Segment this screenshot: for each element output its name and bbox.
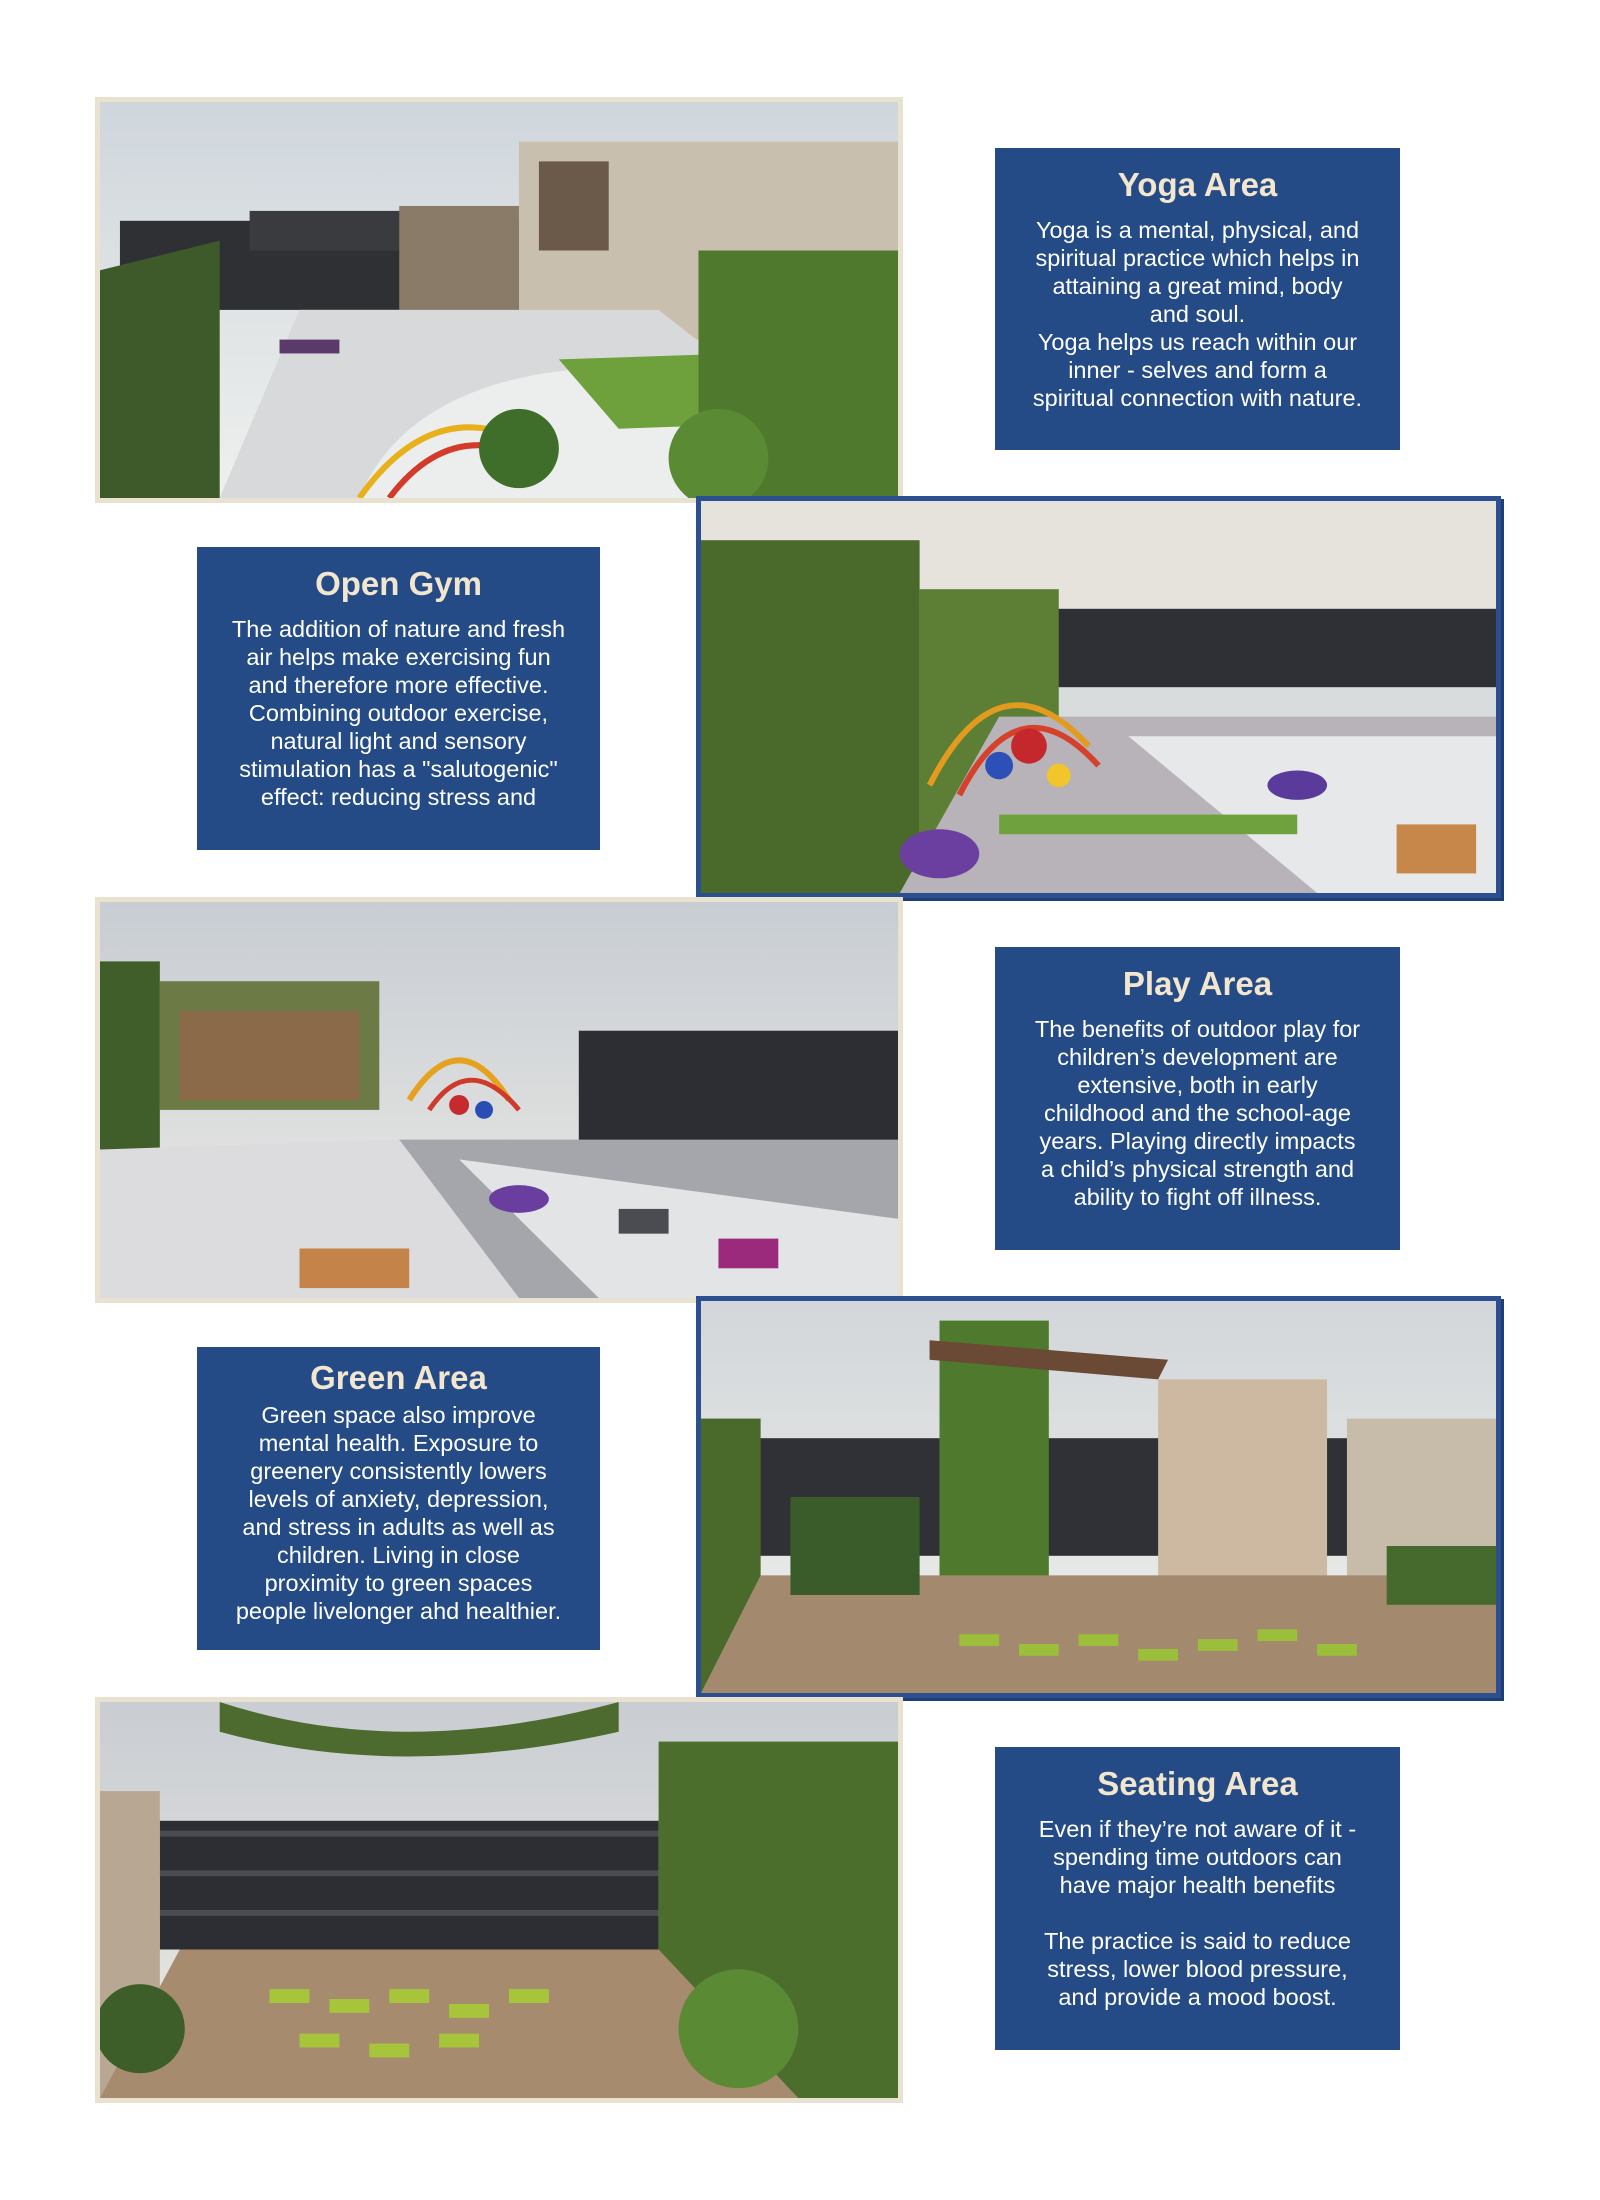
yoga-area-title: Yoga Area <box>1117 166 1278 203</box>
green-area-text: Green space also improve mental health. Exposure to greenery consistently lowers levels of anxiety, depression, and stress in adults as well as children. Living in close proximity to green spaces people livelonger ahd healthier. <box>235 1402 562 1624</box>
green-area-title: Green Area <box>310 1359 487 1396</box>
yoga-area-card <box>995 148 1400 450</box>
seating-area-render <box>95 1697 903 2103</box>
open-gym-text: The addition of nature and fresh air helps make exercising fun and therefore more effective. Combining outdoor exercise, natural light and sensory stimulation has a "salutogenic" effect: reducing stress and <box>231 616 566 810</box>
play-area-text: The benefits of outdoor play for children’s development are extensive, both in early childhood and the school-age years. Playing directly impacts a child’s physical strength and ability to fight off illness. <box>1034 1016 1361 1210</box>
seating-area-text: Even if they’re not aware of it - spending time outdoors can have major health benefits The practice is said to reduce stress, lower blood pressure, and provide a mood boost. <box>1038 1816 1357 2010</box>
yoga-area-render <box>95 97 903 503</box>
open-gym-title: Open Gym <box>315 565 482 602</box>
play-area-render <box>95 897 903 1303</box>
seating-area-title: Seating Area <box>1097 1765 1298 1802</box>
green-area-render <box>696 1296 1501 1698</box>
play-area-title: Play Area <box>1122 965 1273 1002</box>
yoga-area-text: Yoga is a mental, physical, and spiritual practice which helps in attaining a great mind, body and soul. Yoga helps us reach within our inner - selves and form a spiritual connection with nature. <box>1032 217 1363 411</box>
green-area-card <box>197 1347 600 1650</box>
play-area-card <box>995 947 1400 1250</box>
open-gym-render <box>696 496 1501 898</box>
open-gym-card <box>197 547 600 850</box>
seating-area-card <box>995 1747 1400 2050</box>
